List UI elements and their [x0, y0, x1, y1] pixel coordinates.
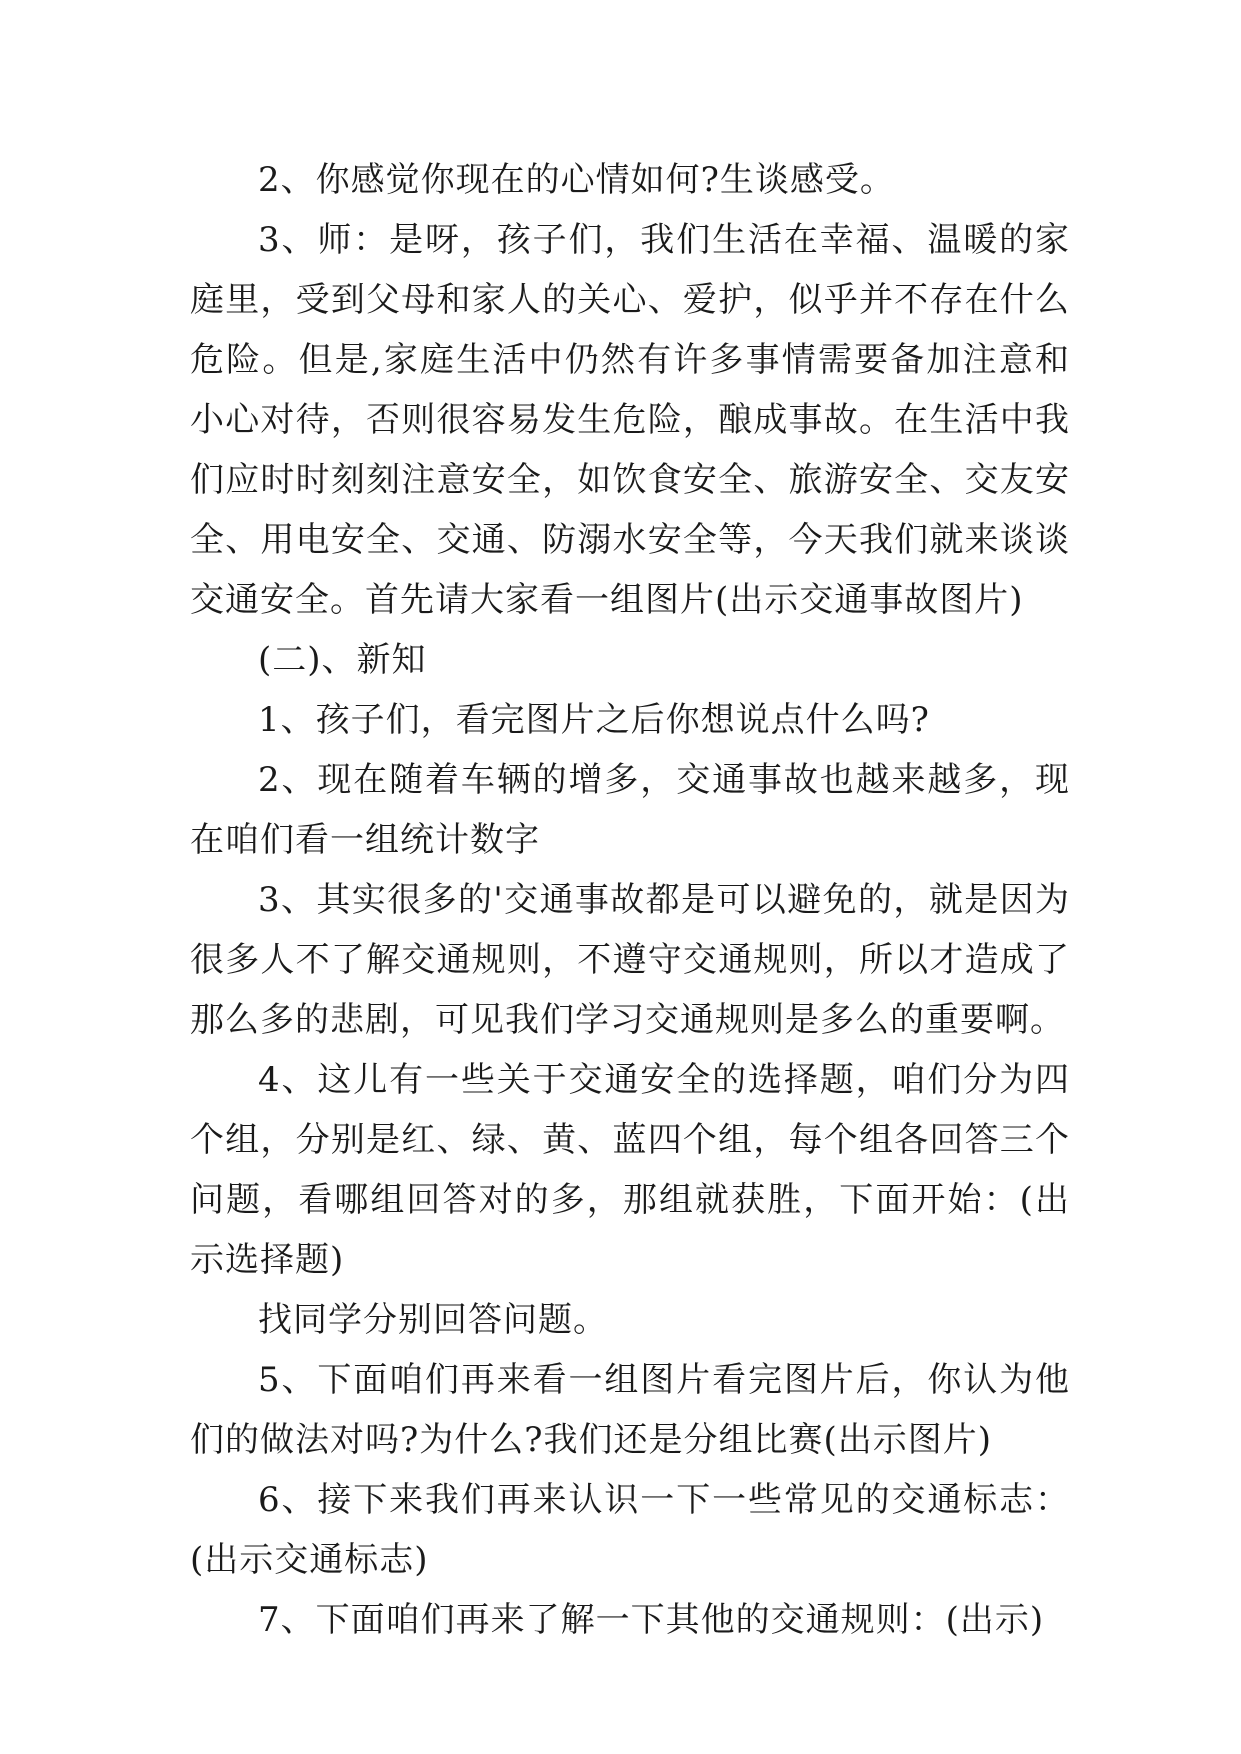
paragraph: 2、现在随着车辆的增多，交通事故也越来越多，现在咱们看一组统计数字 [190, 760, 1070, 860]
paragraph: 3、其实很多的'交通事故都是可以避免的，就是因为很多人不了解交通规则，不遵守交通规则，所以才造成了那么多的悲剧，可见我们学习交通规则是多么的重要啊。 [190, 880, 1070, 1040]
paragraph: 5、下面咱们再来看一组图片看完图片后，你认为他们的做法对吗?为什么?我们还是分组比赛(出示图片) [190, 1360, 1070, 1460]
paragraph: 1、孩子们，看完图片之后你想说点什么吗? [258, 700, 930, 740]
paragraph: 6、接下来我们再来认识一下一些常见的交通标志：(出示交通标志) [190, 1480, 1070, 1580]
paragraph: 3、师：是呀，孩子们，我们生活在幸福、温暖的家庭里，受到父母和家人的关心、爱护，似乎并不存在什么危险。但是,家庭生活中仍然有许多事情需要备加注意和小心对待，否则很容易发生危险，酿成事故。在生活中我们应时时刻刻注意安全，如饮食安全、旅游安全、交友安全、用电安全、交通、防溺水安全等，今天我们就来谈谈交通安全。首先请大家看一组图片(出示交通事故图片) [190, 220, 1070, 620]
paragraph: 4、这儿有一些关于交通安全的选择题，咱们分为四个组，分别是红、绿、黄、蓝四个组，每个组各回答三个问题，看哪组回答对的多，那组就获胜，下面开始：(出示选择题) [190, 1060, 1070, 1280]
paragraph: 7、下面咱们再来了解一下其他的交通规则：(出示) [258, 1600, 1045, 1640]
paragraph: 2、你感觉你现在的心情如何?生谈感受。 [258, 160, 895, 200]
section-heading: (二)、新知 [258, 640, 427, 680]
paragraph: 找同学分别回答问题。 [258, 1300, 608, 1340]
document-body [190, 150, 1070, 1650]
